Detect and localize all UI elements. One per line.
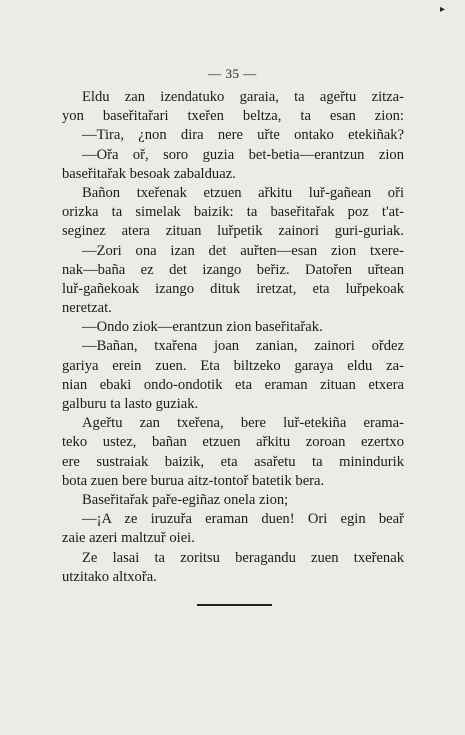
text-line: Eldu zan izendatuko garaia, ta ageřtu zitza- [82,89,404,105]
text-line: ere sustraiak baizik, eta asařetu ta minindurik [62,453,404,470]
text-line: nak—baña ez det izango beřiz. Datořen uřtean [62,261,404,278]
text-line: orizka ta simelak baizik: ta baseřitařak poz t'at- [62,204,404,221]
text-line: utzitako altxořa. [62,568,157,585]
text-line: yon baseřitařari txeřen beltza, ta esan zion: [62,108,404,125]
text-line: neretzat. [62,300,112,317]
text-line: zaie azeri maltzuř oiei. [62,530,195,547]
text-line: —Bañan, txařena joan zanian, zainori ořdez [82,338,404,355]
text-line: Baseřitařak paře-egiñaz onela zion; [82,491,289,508]
story-text [62,88,404,587]
text-line: —Tira, ¿non dira nere uřte ontako etekiñak? [82,127,404,144]
text-line: Ageřtu zan txeřena, bere luř-etekiña erama- [82,415,404,432]
text-line: gariya erein zuen. Eta biltzeko garaya eldu za- [62,357,404,374]
text-line: Bañon txeřenak etzuen ařkitu luř-gañean oři [82,184,404,201]
text-line: luř-gañekoak izango dituk iretzat, eta luřpekoak [62,280,404,297]
text-line: seginez atera zituan luřpetik zainori guri-guriak. [62,223,404,240]
text-line: —Ořa oř, soro guzia bet-betia—erantzun zion [82,146,404,163]
page-number: — 35 — [208,66,257,81]
text-line: —Ondo ziok—erantzun zion baseřitařak. [82,319,323,336]
text-line: Ze lasai ta zoritsu beragandu zuen txeřenak [82,549,404,566]
text-line: nian ebaki ondo-ondotik eta eraman zituan etxera [62,376,404,393]
end-divider [197,604,272,606]
text-line: baseřitařak besoak zabalduaz. [62,165,236,182]
text-line: bota zuen bere burua aitz-tontoř batetik bera. [62,472,325,489]
text-line: galburu ta lasto guziak. [62,396,199,412]
text-line: —Zori ona izan det auřten—esan zion txere- [82,242,404,259]
corner-mark: ▸ [440,4,446,15]
text-line: teko ustez, bañan etzuen ařkitu zoroan ezertxo [62,434,404,451]
text-line: —¡A ze iruzuřa eraman duen! Ori egin beař [82,511,404,528]
